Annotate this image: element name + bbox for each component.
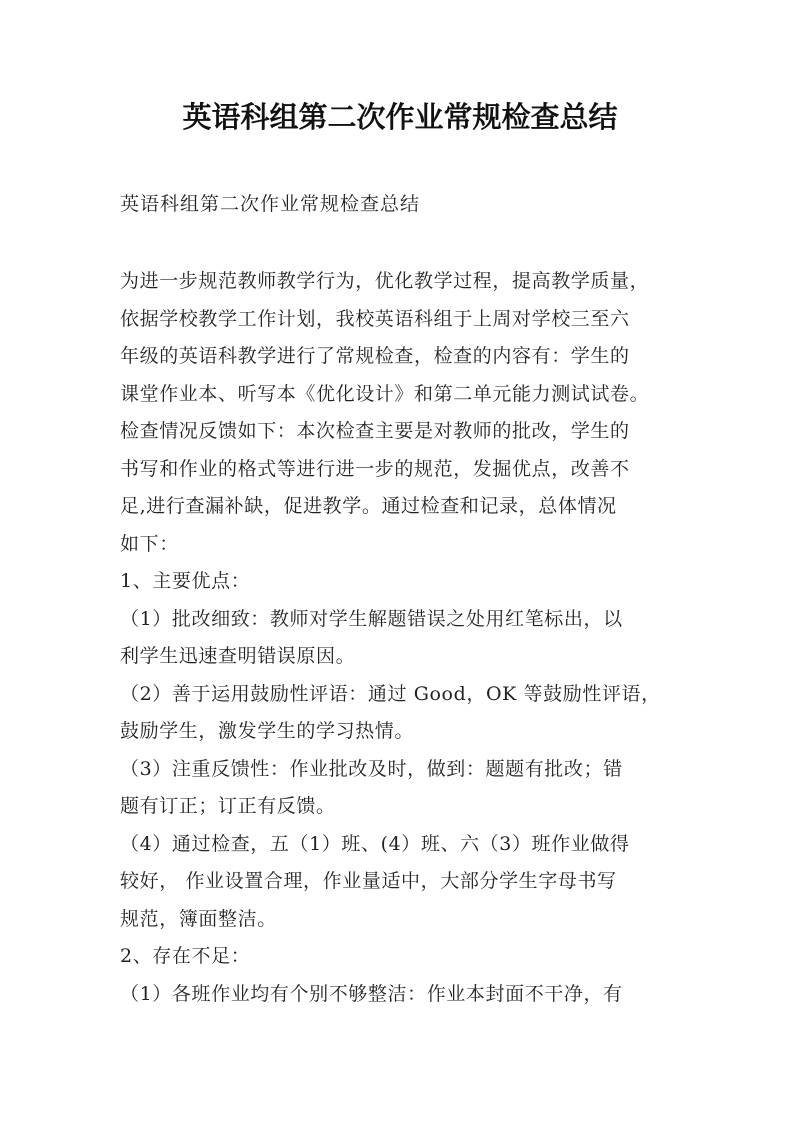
body-line: 如下： bbox=[120, 532, 179, 555]
body-line: （2）善于运用鼓励性评语：通过 Good，OK 等鼓励性评语， bbox=[120, 682, 661, 705]
body-line: 鼓励学生，激发学生的学习热情。 bbox=[120, 720, 415, 742]
body-line: （3）注重反馈性：作业批改及时，做到：题题有批改；错 bbox=[120, 757, 623, 780]
body-line: 足,进行查漏补缺，促进教学。通过检查和记录，总体情况 bbox=[120, 495, 617, 517]
body-line: （1）各班作业均有个别不够整洁：作业本封面不干净，有 bbox=[120, 982, 623, 1005]
body-line: 课堂作业本、听写本《优化设计》和第二单元能力测试试卷。 bbox=[120, 382, 650, 405]
body-line: 利学生迅速查明错误原因。 bbox=[120, 645, 356, 667]
document-subtitle: 英语科组第二次作业常规检查总结 bbox=[120, 193, 421, 215]
body-line: 较好， 作业设置合理，作业量适中，大部分学生字母书写 bbox=[120, 870, 617, 892]
body-line: 书写和作业的格式等进行进一步的规范，发掘优点，改善不 bbox=[120, 457, 630, 480]
section-heading-shortcomings: 2、存在不足： bbox=[120, 945, 251, 967]
section-heading-strengths: 1、主要优点： bbox=[120, 570, 251, 592]
body-line: 规范，簿面整洁。 bbox=[120, 907, 277, 930]
body-line: 依据学校教学工作计划，我校英语科组于上周对学校三至六 bbox=[120, 307, 630, 330]
body-line: 年级的英语科教学进行了常规检查，检查的内容有：学生的 bbox=[120, 345, 630, 367]
document-body bbox=[120, 263, 685, 1013]
body-line: （4）通过检查，五（1）班、(4）班、六（3）班作业做得 bbox=[120, 832, 630, 855]
body-line: 题有订正；订正有反馈。 bbox=[120, 795, 336, 817]
document-title: 英语科组第二次作业常规检查总结 bbox=[182, 100, 618, 134]
body-line: 检查情况反馈如下：本次检查主要是对教师的批改，学生的 bbox=[120, 420, 630, 442]
body-line: （1）批改细致：教师对学生解题错误之处用红笔标出，以 bbox=[120, 607, 623, 630]
body-line: 为进一步规范教师教学行为，优化教学过程，提高教学质量， bbox=[120, 270, 650, 292]
